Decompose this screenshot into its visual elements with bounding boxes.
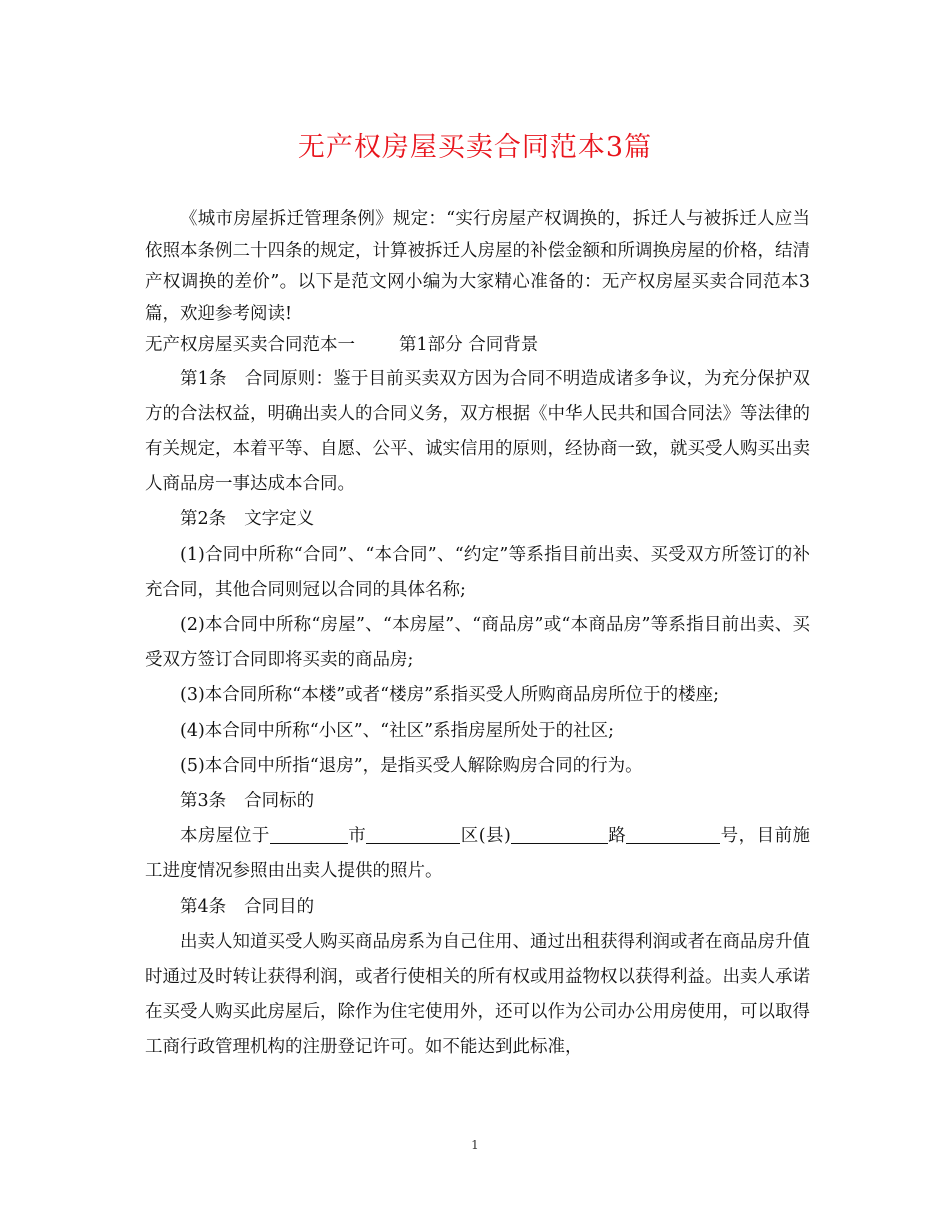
article-1-text: 鉴于目前买卖双方因为合同不明造成诸多争议，为充分保护双方的合法权益，明确出卖人的合同义务，双方根据《中华人民共和国合同法》等法律的有关规定，本着平等、自愿、公平、诚实信用的原则，经协商一致，就买受人购买出卖人商品房一事达成本合同。 (145, 368, 811, 495)
location-district-label: 区(县) (460, 826, 511, 847)
article-4-heading (145, 890, 810, 925)
definition-4: (4)本合同中所称“小区”、“社区”系指房屋所处于的社区; (180, 720, 614, 741)
definition-5: (5)本合同中所指“退房”，是指买受人解除购房合同的行为。 (180, 755, 643, 776)
section-heading (145, 330, 810, 362)
article-2-number: 第2条 (180, 509, 227, 530)
number-blank[interactable] (626, 825, 720, 844)
article-4-name: 合同目的 (244, 896, 315, 917)
location-suffix: 前施工进度情况参照由出卖人提供的照片。 (145, 826, 811, 882)
definition-2: (2)本合同中所称“房屋”、“本房屋”、“商品房”或“本商品房”等系指目前出卖、买受双方签订合同即将买卖的商品房; (145, 614, 810, 671)
city-blank[interactable] (270, 825, 348, 844)
intro-paragraph: 《城市房屋拆迁管理条例》规定：“实行房屋产权调换的，拆迁人与被拆迁人应当依照本条例二十四条的规定，计算被拆迁人房屋的补偿金额和所调换房屋的价格，结清产权调换的差价”。以下是范文网小编为大家精心准备的：无产权房屋买卖合同范本3篇，欢迎参考阅读! (145, 209, 810, 324)
article-2-name: 文字定义 (244, 509, 315, 530)
page-number: 1 (471, 1138, 479, 1152)
article-3-heading (145, 784, 810, 819)
location-clause (145, 819, 810, 889)
definition-1: (1)合同中所称“合同”、“本合同”、“约定”等系指目前出卖、买受双方所签订的补充合同，其他合同则冠以合同的具体名称; (145, 544, 810, 600)
article-1-name: 合同原则： (244, 368, 334, 389)
document-body (145, 204, 810, 1066)
article-4-text: 出卖人知道买受人购买商品房系为自己住用、通过出租获得利润或者在商品房升值时通过及时转让获得利润，或者行使相关的所有权或用益物权以获得利益。出卖人承诺在买受人购买此房屋后，除作为住宅使用外，还可以作为公司办公用房使用，可以取得工商行政管理机构的注册登记许可。如不能达到此标准， (145, 931, 810, 1058)
article-1-number: 第1条 (180, 368, 227, 389)
location-city-label: 市 (347, 826, 367, 847)
section-heading-part: 第1部分 合同背景 (399, 335, 539, 355)
article-3-number: 第3条 (180, 790, 227, 811)
district-blank[interactable] (366, 825, 460, 844)
article-4-number: 第4条 (180, 896, 227, 917)
article-1 (145, 362, 810, 503)
section-heading-title: 无产权房屋买卖合同范本一 (145, 335, 355, 355)
definition-3: (3)本合同所称“本楼”或者“楼房”系指买受人所购商品房所位于的楼座; (180, 685, 719, 706)
article-3-name: 合同标的 (244, 790, 315, 811)
location-number-label: 号，目 (720, 826, 775, 847)
location-road-label: 路 (607, 826, 627, 847)
road-blank[interactable] (511, 825, 608, 844)
article-2-heading (145, 502, 810, 537)
location-prefix: 本房屋位于 (180, 826, 270, 847)
document-title: 无产权房屋买卖合同范本3篇 (297, 132, 653, 163)
